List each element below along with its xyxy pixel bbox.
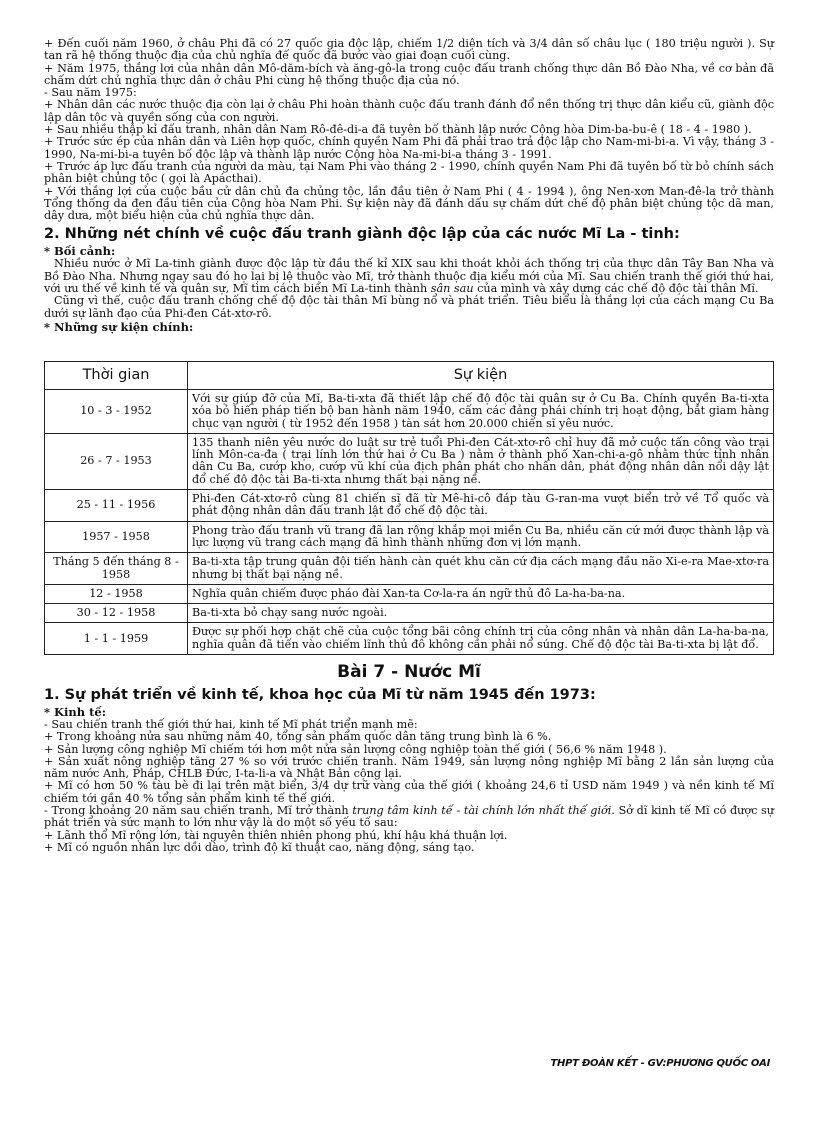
table-row bbox=[45, 584, 774, 603]
intro-paragraph: + Trước sức ép của nhân dân và Liên hợp quốc, chính quyền Nam Phi đã phải trao trả độc lập cho Nam-mi-bi-a. Vì vậy, tháng 3 - 1990, Na-mi-bi-a tuyên bố độc lập và thành lập nước Cộng hòa Na-mi-bi-a tháng 3 - 1991. bbox=[44, 135, 774, 161]
table-row bbox=[45, 490, 774, 522]
table-row bbox=[45, 433, 774, 489]
row-event: Phi-đen Cát-xtơ-rô cùng 81 chiến sĩ đã từ Mê-hi-cô đáp tàu G-ran-ma vượt biển trở về Tổ quốc và phát động nhân dân đấu tranh lật đổ chế độ độc tài. bbox=[188, 490, 774, 522]
document-page bbox=[44, 38, 774, 854]
section2-heading: 2. Những nét chính về cuộc đấu tranh giành độc lập của các nước Mĩ La - tinh: bbox=[44, 226, 680, 243]
time-column-header: Thời gian bbox=[45, 361, 188, 389]
intro-paragraph: + Nhân dân các nước thuộc địa còn lại ở châu Phi hoàn thành cuộc đấu tranh đánh đổ nền thống trị thực dân kiểu cũ, giành độc lập dân tộc và quyền sống của con người. bbox=[44, 98, 774, 124]
table-header-row bbox=[45, 361, 774, 389]
lesson-title: Bài 7 - Nước Mĩ bbox=[337, 661, 481, 682]
row-time: 26 - 7 - 1953 bbox=[45, 433, 188, 489]
row-event: Ba-ti-xta tập trung quân đội tiến hành càn quét khu căn cứ địa cách mạng đầu não Xi-e-ra Mae-xtơ-ra nhưng bị thất bại nặng nề. bbox=[188, 553, 774, 585]
row-event: 135 thanh niên yêu nước do luật sư trẻ tuổi Phi-đen Cát-xtơ-rô chỉ huy đã mở cuộc tấn công vào trại lính Môn-ca-đa ( trại lính lớn thứ hai ở Cu Ba ) nằm ở thành phố Xan-chi-a-gô nhằm thức tỉnh nhân dân Cu Ba, cướp kho, cướp vũ khí của địch phân phát cho nhân dân, phát động nhân dân nổi dậy lật đổ chế độ độc tài Ba-ti-xta nhưng thất bại nặng nề. bbox=[188, 433, 774, 489]
factor-paragraph: + Lãnh thổ Mĩ rộng lớn, tài nguyên thiên nhiên phong phú, khí hậu khá thuận lợi. bbox=[44, 828, 508, 842]
intro-paragraph: + Sau nhiều thập kỉ đấu tranh, nhân dân Nam Rô-đê-di-a đã tuyên bố thành lập nước Cộng hòa Dim-ba-bu-ê ( 18 - 4 - 1980 ). bbox=[44, 123, 752, 137]
table-row bbox=[45, 521, 774, 553]
center-text-end: . Sở dĩ kinh tế Mĩ có được sự phát triển và sức mạnh to lớn như vậy là do một số yếu tố sau: bbox=[44, 804, 774, 830]
intro-paragraph: + Trước áp lực đấu tranh của người da màu, tại Nam Phi vào tháng 2 - 1990, chính quyền Nam Phi đã tuyên bố từ bỏ chính sách phân biệt chủng tộc ( gọi là Apácthai). bbox=[44, 159, 774, 186]
economy-paragraph: + Sản lượng công nghiệp Mĩ chiếm tới hơn một nửa sản lượng công nghiệp toàn thế giới ( 56,6 % năm 1948 ). bbox=[44, 742, 667, 756]
intro-block bbox=[44, 38, 774, 222]
economy-center-paragraph bbox=[44, 805, 774, 830]
economy-label: * Kinh tế: bbox=[44, 704, 106, 719]
page-footer: THPT ĐOÀN KẾT - GV:PHƯƠNG QUỐC OAI bbox=[550, 1058, 770, 1069]
factor-paragraph: + Mĩ có nguồn nhân lực dồi dào, trình độ kĩ thuật cao, năng động, sáng tạo. bbox=[44, 840, 475, 854]
table-row bbox=[45, 389, 774, 433]
context-paragraph bbox=[44, 258, 774, 295]
events-label: * Những sự kiện chính: bbox=[44, 319, 194, 334]
context-label: * Bối cảnh: bbox=[44, 244, 116, 259]
row-time: 10 - 3 - 1952 bbox=[45, 389, 188, 433]
event-column-header: Sự kiện bbox=[188, 361, 774, 389]
table-row bbox=[45, 553, 774, 585]
row-time: 1 - 1 - 1959 bbox=[45, 623, 188, 655]
economy-paragraph: + Mĩ có hơn 50 % tàu bè đi lại trên mặt biển, 3/4 dự trữ vàng của thế giới ( khoảng 24,6 tỉ USD năm 1949 ) và nền kinh tế Mĩ chiếm tới gần 40 % tổng sản phẩm kinh tế thế giới. bbox=[44, 779, 774, 805]
center-emphasis: trung tâm kinh tế - tài chính lớn nhất thế giới bbox=[352, 804, 612, 818]
row-time: 30 - 12 - 1958 bbox=[45, 604, 188, 623]
context-text-end: của mình và xây dựng các chế độ độc tài thân Mĩ. bbox=[473, 282, 759, 296]
row-event: Được sự phối hợp chặt chẽ của cuộc tổng bãi công chính trị của công nhân và nhân dân La-ha-ba-na, nghĩa quân đã tiến vào chiếm lĩnh thủ đô không cần phải nổ súng. Chế độ độc tài Ba-ti-xta bị lật đổ. bbox=[188, 623, 774, 655]
row-time: 1957 - 1958 bbox=[45, 521, 188, 553]
row-event: Với sự giúp đỡ của Mĩ, Ba-ti-xta đã thiết lập chế độ độc tài quân sự ở Cu Ba. Chính quyền Ba-ti-xta xóa bỏ hiến pháp tiến bộ ban hành năm 1940, cấm các đảng phái chính trị hoạt động, bắt giam hàng chục vạn người ( từ 1952 đến 1958 ) tàn sát hơn 20.000 chiến sĩ yêu nước. bbox=[188, 389, 774, 433]
intro-paragraph: - Sau năm 1975: bbox=[44, 86, 137, 100]
table-row bbox=[45, 604, 774, 623]
economy-paragraph: - Sau chiến tranh thế giới thứ hai, kinh tế Mĩ phát triển mạnh mẽ: bbox=[44, 717, 418, 731]
center-text: - Trong khoảng 20 năm sau chiến tranh, Mĩ trở thành bbox=[44, 804, 353, 818]
context-emphasis: sân sau bbox=[430, 282, 474, 296]
row-event: Nghĩa quân chiếm được pháo đài Xan-ta Cơ-la-ra án ngữ thủ đô La-ha-ba-na. bbox=[188, 584, 774, 603]
events-table bbox=[44, 361, 774, 655]
table-row bbox=[45, 623, 774, 655]
row-time: 25 - 11 - 1956 bbox=[45, 490, 188, 522]
intro-paragraph: + Với thắng lợi của cuộc bầu cử dân chủ đa chủng tộc, lần đầu tiên ở Nam Phi ( 4 - 1994 ), ông Nen-xơn Man-đê-la trở thành Tổng thống da đen đầu tiên của Cộng hòa Nam Phi. Sự kiện này đã đánh dấu sự chấm dứt chế độ phân biệt chủng tộc dã man, dây dưa, một biểu hiện của chủ nghĩa thực dân. bbox=[44, 184, 774, 223]
intro-paragraph: + Năm 1975, thắng lợi của nhân dân Mô-dăm-bích và ăng-gô-la trong cuộc đấu tranh chống thực dân Bồ Đào Nha, về cơ bản đã chấm dứt chủ nghĩa thực dân ở châu Phi cùng hệ thống thuộc địa của nó. bbox=[44, 61, 774, 87]
row-event: Phong trào đấu tranh vũ trang đã lan rộng khắp mọi miền Cu Ba, nhiều căn cứ mới được thành lập và lực lượng vũ trang cách mạng đã hình thành những đơn vị lớn mạnh. bbox=[188, 521, 774, 553]
intro-paragraph: + Đến cuối năm 1960, ở châu Phi đã có 27 quốc gia độc lập, chiếm 1/2 diện tích và 3/4 dân số châu lục ( 180 triệu người ). Sự tan rã hệ thống thuộc địa của chủ nghĩa đế quốc đã bước vào giai đoạn cuối cùng. bbox=[44, 37, 774, 63]
economy-paragraph: + Trong khoảng nửa sau những năm 40, tổng sản phẩm quốc dân tăng trung bình là 6 %. bbox=[44, 730, 552, 744]
context-paragraph-2: Cũng vì thế, cuộc đấu tranh chống chế độ độc tài thân Mĩ bùng nổ và phát triển. Tiêu biểu là thắng lợi của cách mạng Cu Ba dưới sự lãnh đạo của Phi-đen Cát-xtơ-rô. bbox=[44, 294, 774, 320]
row-time: Tháng 5 đến tháng 8 - 1958 bbox=[45, 553, 188, 585]
row-time: 12 - 1958 bbox=[45, 584, 188, 603]
row-event: Ba-ti-xta bỏ chạy sang nước ngoài. bbox=[188, 604, 774, 623]
lesson-heading: 1. Sự phát triển về kinh tế, khoa học của Mĩ từ năm 1945 đến 1973: bbox=[44, 686, 596, 703]
economy-paragraph: + Sản xuất nông nghiệp tăng 27 % so với trước chiến tranh. Năm 1949, sản lượng nông nghiệp Mĩ bằng 2 lần sản lượng của năm nước Anh, Pháp, CHLB Đức, I-ta-li-a và Nhật Bản cộng lại. bbox=[44, 754, 774, 781]
context-text: Nhiều nước ở Mĩ La-tinh giành được độc lập từ đầu thế kỉ XIX sau khi thoát khỏi ách thống trị của thực dân Tây Ban Nha và Bồ Đào Nha. Nhưng ngay sau đó họ lại bị lệ thuộc vào Mĩ, trở thành thuộc địa kiểu mới của Mĩ. Sau chiến tranh thế giới thứ hai, với ưu thế về kinh tế và quân sự, Mĩ tìm cách biến Mĩ La-tinh thành bbox=[44, 257, 774, 296]
